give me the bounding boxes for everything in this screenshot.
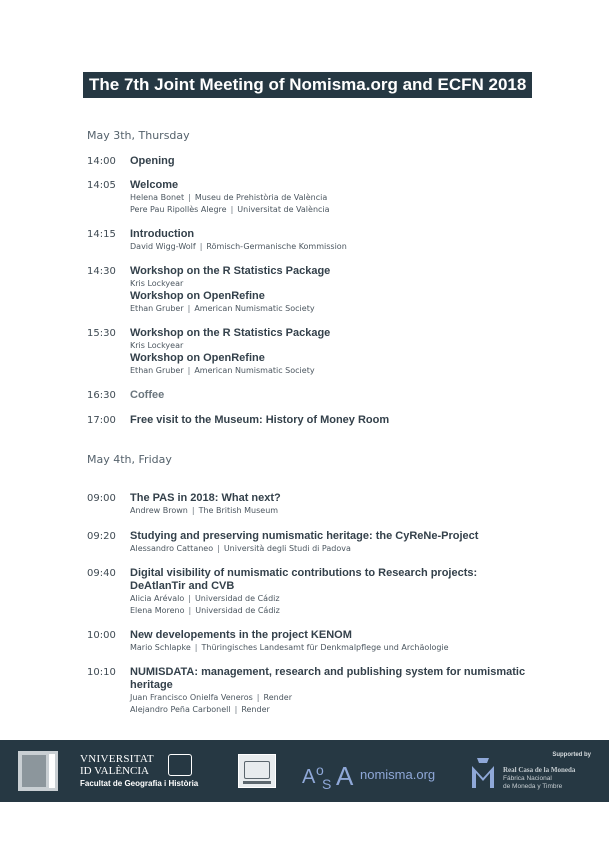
supported-by-label: Supported by [552, 752, 591, 758]
speaker-line: Pere Pau Ripollès Alegre | Universitat de València [130, 205, 330, 214]
svg-text:A: A [336, 761, 354, 791]
speaker-name: Ethan Gruber [130, 366, 184, 375]
speaker-name: Juan Francisco Onielfa Veneros [130, 693, 253, 702]
entry-time: 09:20 [87, 531, 116, 542]
speaker-affiliation: Università degli Studi di Padova [223, 544, 351, 553]
speaker-affiliation: Universidad de Cádiz [194, 594, 280, 603]
talk-title: The PAS in 2018: What next? [130, 492, 281, 504]
speaker-line: Alicia Arévalo | Universidad de Cádiz [130, 594, 280, 603]
speaker-name: Elena Moreno [130, 606, 185, 615]
museu-prehistoria-logo [18, 751, 58, 791]
speaker-line [130, 340, 530, 352]
speaker-line [130, 278, 530, 290]
talk-title: Workshop on OpenRefine [130, 290, 265, 302]
rcm-name: Real Casa de la Moneda [503, 766, 576, 774]
speaker-name: Kris Lockyear [130, 279, 184, 288]
entry-time: 10:00 [87, 630, 116, 641]
speaker-affiliation: Römisch-Germanische Kommission [206, 242, 347, 251]
speaker-name: Ethan Gruber [130, 304, 184, 313]
svg-text:o: o [316, 762, 324, 778]
nomisma-wordmark: nomisma.org [360, 767, 436, 782]
speaker-name: Alessandro Cattaneo [130, 544, 214, 553]
page-title: The 7th Joint Meeting of Nomisma.org and ECFN 2018 [83, 72, 532, 98]
speaker-line: Juan Francisco Onielfa Veneros | Render [130, 693, 292, 702]
day-heading-thursday: May 3th, Thursday [87, 129, 190, 142]
talk-title-continued: heritage [130, 679, 173, 691]
speaker-affiliation: American Numismatic Society [194, 366, 315, 375]
nomisma-letters-icon [302, 753, 362, 791]
talk-title: Studying and preserving numismatic heritage: the CyReNe-Project [130, 530, 479, 542]
talk-title-continued: DeAtlanTir and CVB [130, 580, 235, 592]
speaker-affiliation: Museu de Prehistòria de València [194, 193, 328, 202]
speaker-name: David Wigg-Wolf [130, 242, 196, 251]
speaker-line: Ethan Gruber | American Numismatic Society [130, 304, 315, 313]
uv-name-line2: ID VALÈNCIA [80, 765, 149, 777]
speaker-name: Andrew Brown [130, 506, 188, 515]
speaker-line: Alejandro Peña Carbonell | Render [130, 705, 270, 714]
speaker-affiliation: Universidad de Cádiz [195, 606, 280, 615]
entry-time: 16:30 [87, 390, 116, 401]
talk-title: NUMISDATA: management, research and publishing system for numismatic [130, 666, 526, 678]
talk-title: Workshop on the R Statistics Package [130, 327, 331, 339]
talk-title: Introduction [130, 228, 195, 240]
speaker-line: Andrew Brown | The British Museum [130, 506, 279, 515]
crown-m-icon [470, 756, 496, 790]
talk-title: New developements in the project KENOM [130, 629, 352, 641]
speaker-name: Pere Pau Ripollès Alegre [130, 205, 227, 214]
entry-time: 09:40 [87, 568, 116, 579]
entry-time: 09:00 [87, 493, 116, 504]
uv-faculty: Facultat de Geografia i Història [80, 779, 199, 788]
speaker-affiliation: Universitat de València [237, 205, 330, 214]
talk-title: Workshop on OpenRefine [130, 352, 265, 364]
svg-text:A: A [302, 766, 316, 788]
coin-cabinet-logo [238, 754, 276, 788]
entry-time: 14:30 [87, 266, 116, 277]
entry-time: 14:15 [87, 229, 116, 240]
speaker-line: Mario Schlapke | Thüringisches Landesamt für Denkmalpflege und Archäologie [130, 643, 449, 652]
talk-title: Coffee [130, 389, 165, 401]
svg-text:S: S [322, 776, 332, 791]
speaker-line: Helena Bonet | Museu de Prehistòria de València [130, 193, 328, 202]
entry-time: 17:00 [87, 415, 116, 426]
entry-time: 14:05 [87, 180, 116, 191]
speaker-line: Ethan Gruber | American Numismatic Society [130, 366, 315, 375]
rcm-subtitle [503, 775, 562, 791]
speaker-name: Helena Bonet [130, 193, 185, 202]
speaker-affiliation: The British Museum [198, 506, 279, 515]
speaker-affiliation: Render [263, 693, 292, 702]
day-heading-friday: May 4th, Friday [87, 453, 172, 466]
speaker-affiliation: American Numismatic Society [194, 304, 315, 313]
rcm-subtitle-line2: de Moneda y Timbre [503, 783, 563, 790]
sponsor-footer [0, 740, 609, 802]
speaker-line: Alessandro Cattaneo | Università degli Studi di Padova [130, 544, 351, 553]
uv-seal-icon [168, 754, 192, 776]
speaker-name: Alejandro Peña Carbonell [130, 705, 231, 714]
speaker-name: Kris Lockyear [130, 341, 184, 350]
rcm-subtitle-line1: Fábrica Nacional [503, 775, 552, 782]
speaker-affiliation: Render [241, 705, 270, 714]
speaker-name: Alicia Arévalo [130, 594, 185, 603]
entry-time: 10:10 [87, 667, 116, 678]
speaker-line: David Wigg-Wolf | Römisch-Germanische Kommission [130, 242, 347, 251]
speaker-name: Mario Schlapke [130, 643, 191, 652]
talk-title: Opening [130, 155, 175, 167]
speaker-line: Elena Moreno | Universidad de Cádiz [130, 606, 280, 615]
talk-title: Digital visibility of numismatic contributions to Research projects: [130, 567, 478, 579]
entry-time: 14:00 [87, 156, 116, 167]
talk-title: Free visit to the Museum: History of Money Room [130, 414, 390, 426]
talk-title: Welcome [130, 179, 179, 191]
nomisma-logo [302, 753, 442, 791]
speaker-affiliation: Thüringisches Landesamt für Denkmalpflege und Archäologie [201, 643, 449, 652]
universitat-valencia-logo [80, 754, 230, 790]
real-casa-moneda-logo [470, 750, 595, 794]
talk-title: Workshop on the R Statistics Package [130, 265, 331, 277]
uv-name-line1: VNIVERSITAT [80, 753, 154, 765]
entry-time: 15:30 [87, 328, 116, 339]
